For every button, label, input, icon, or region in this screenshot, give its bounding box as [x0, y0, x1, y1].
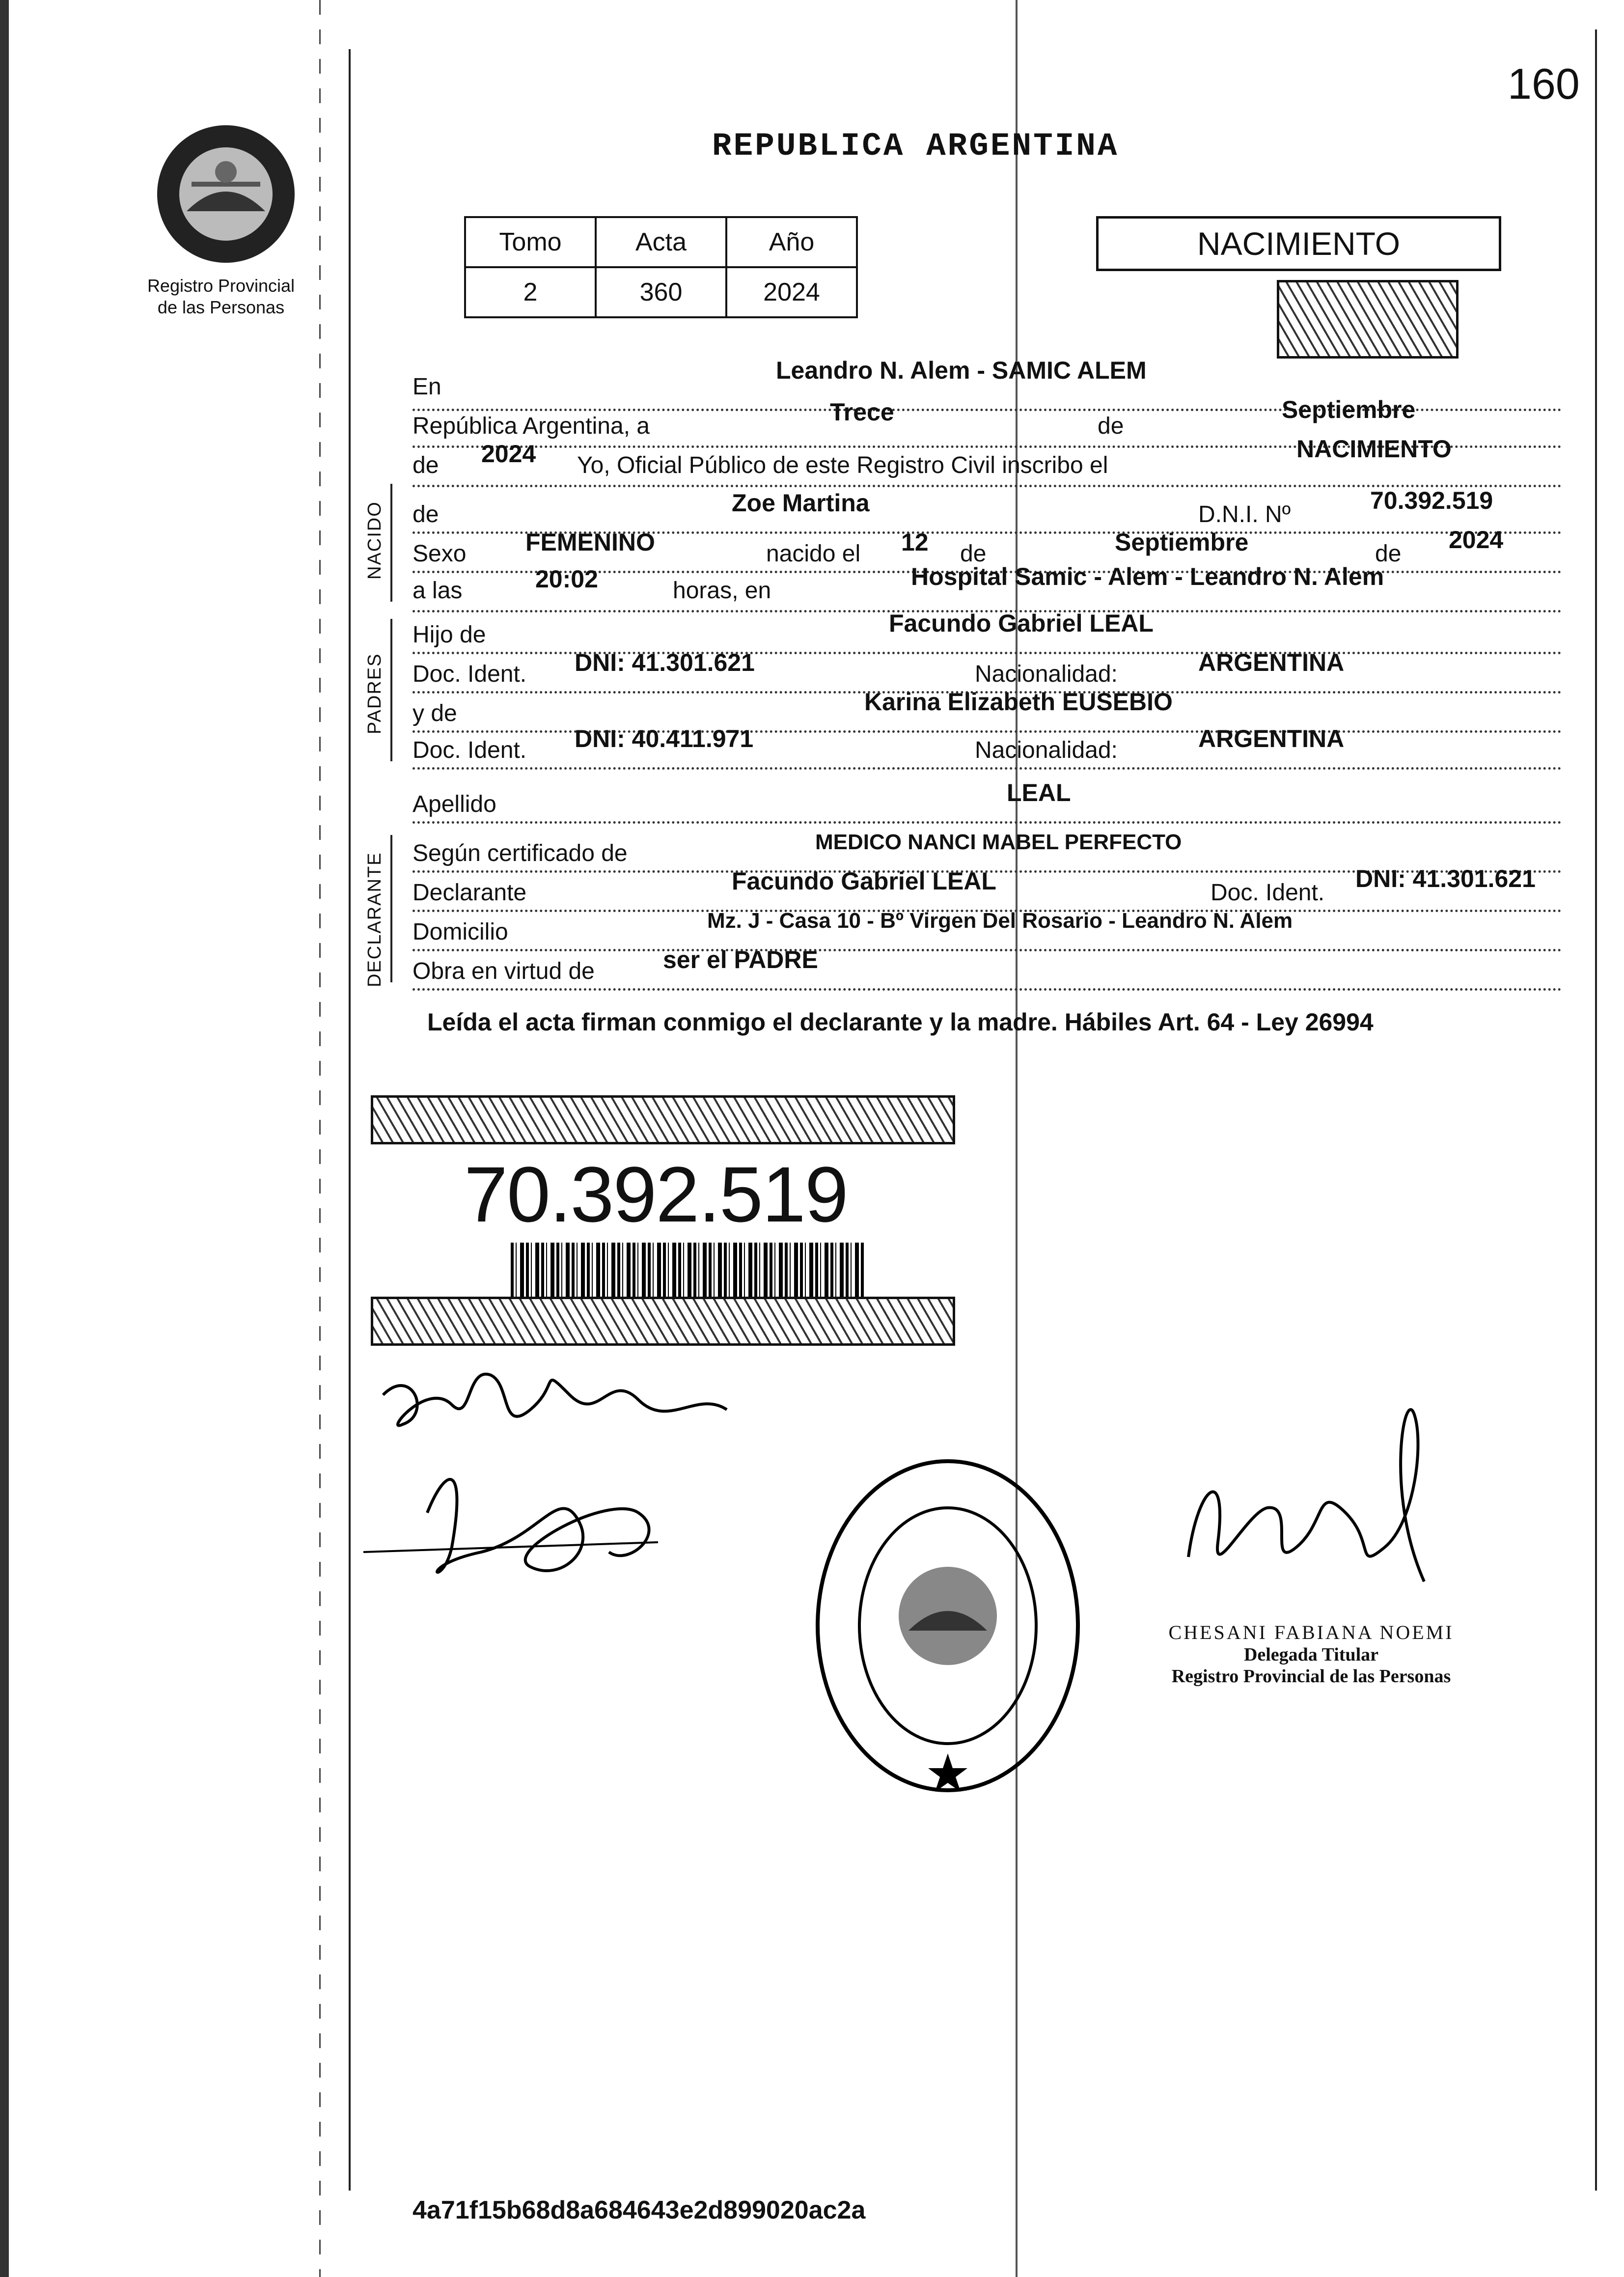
official-seal [810, 1454, 1085, 1798]
official-role: Delegada Titular [1243, 1644, 1379, 1665]
perforation-line [319, 0, 321, 2277]
father-doc-value: DNI: 41.301.621 [575, 649, 755, 676]
record-type-box: NACIMIENTO [1096, 216, 1501, 271]
birth-day-value: 12 [901, 528, 929, 556]
declarante-label: Declarante [413, 880, 527, 906]
record-table [464, 216, 858, 318]
declarante-doc-value: DNI: 41.301.621 [1355, 865, 1536, 892]
certificado-label: Según certificado de [413, 840, 628, 866]
birth-year-value: 2024 [1449, 526, 1504, 554]
official-office: Registro Provincial de las Personas [1171, 1666, 1451, 1687]
logo-caption [133, 275, 309, 318]
nacido-section-label: NACIDO [364, 501, 385, 580]
mother-name-value: Karina Elizabeth EUSEBIO [864, 688, 1173, 716]
year-prefix: de [413, 452, 439, 478]
father-nac-label: Nacionalidad: [975, 661, 1118, 687]
birth-place-value: Hospital Samic - Alem - Leandro N. Alem [911, 563, 1384, 590]
certificado-value: MEDICO NANCI MABEL PERFECTO [815, 830, 1182, 854]
closing-note: Leída el acta firman conmigo el declarante y la madre. Hábiles Art. 64 - Ley 26994 [427, 1008, 1374, 1036]
en-label: En [413, 374, 441, 400]
province-logo [152, 113, 300, 275]
dni-label: D.N.I. Nº [1198, 501, 1291, 528]
declarante-section-label: DECLARANTE [364, 852, 385, 987]
mother-doc-label: Doc. Ident. [413, 737, 527, 763]
mother-doc-value: DNI: 40.411.971 [575, 725, 754, 752]
registry-seal-icon [810, 1454, 1085, 1798]
dni-value: 70.392.519 [1370, 487, 1493, 514]
apellido-label: Apellido [413, 791, 496, 817]
obra-label: Obra en virtud de [413, 958, 595, 984]
mother-nac-label: Nacionalidad: [975, 737, 1118, 763]
signature-official [1169, 1385, 1463, 1611]
obra-value: ser el PADRE [663, 946, 818, 973]
header-tomo: Tomo [465, 217, 596, 267]
inscribo-value: NACIMIENTO [1296, 435, 1452, 463]
republica-label: República Argentina, a [413, 413, 650, 439]
nacido-el-label: nacido el [766, 541, 861, 567]
document-hash: 4a71f15b68d8a684643e2d899020ac2a [413, 2196, 866, 2224]
value-acta: 360 [596, 267, 726, 317]
mother-nac-value: ARGENTINA [1198, 725, 1345, 752]
hijo-label: Hijo de [413, 622, 486, 648]
day-value: Trece [830, 398, 894, 426]
margin-line-right [1595, 29, 1597, 2191]
en-value: Leandro N. Alem - SAMIC ALEM [776, 357, 1147, 384]
header-acta: Acta [596, 217, 726, 267]
margin-line-left [349, 49, 351, 2191]
signature-declarant [354, 1336, 796, 1611]
page-title: REPUBLICA ARGENTINA [712, 128, 1119, 165]
domicilio-label: Domicilio [413, 919, 508, 945]
year-value: 2024 [481, 440, 536, 468]
header-anio: Año [726, 217, 857, 267]
value-tomo: 2 [465, 267, 596, 317]
birth-de-label: de [960, 541, 987, 567]
dni-barcode [511, 1243, 864, 1297]
dni-top-pattern [371, 1095, 955, 1144]
father-doc-label: Doc. Ident. [413, 661, 527, 687]
binding-edge [0, 0, 9, 2277]
province-seal-icon [152, 113, 300, 275]
horas-label: horas, en [673, 578, 771, 604]
father-nac-value: ARGENTINA [1198, 649, 1345, 676]
row-apellido [413, 791, 1562, 824]
logo-caption-line1: Registro Provincial [147, 276, 295, 296]
month-value: Septiembre [1282, 396, 1416, 423]
page-number: 160 [1508, 59, 1580, 108]
sexo-label: Sexo [413, 541, 467, 567]
birth-de-label-2: de [1375, 541, 1402, 567]
de-label: de [1098, 413, 1124, 439]
declarante-bracket [390, 835, 392, 982]
declarante-value: Facundo Gabriel LEAL [732, 867, 996, 895]
nacido-bracket [390, 484, 392, 602]
official-stamp [1139, 1621, 1483, 1687]
child-name-value: Zoe Martina [732, 489, 870, 517]
value-anio: 2024 [726, 267, 857, 317]
fold-line [1016, 0, 1018, 2277]
sexo-value: FEMENINO [525, 528, 655, 556]
time-value: 20:02 [535, 565, 598, 593]
official-name: CHESANI FABIANA NOEMI [1168, 1621, 1454, 1643]
apellido-value: LEAL [1007, 779, 1071, 806]
declarante-doc-label: Doc. Ident. [1211, 880, 1325, 906]
inscribo-label: Yo, Oficial Público de este Registro Civil inscribo el [577, 452, 1108, 478]
domicilio-value: Mz. J - Casa 10 - Bº Virgen Del Rosario - Leandro N. Alem [707, 909, 1293, 933]
birth-month-value: Septiembre [1115, 528, 1249, 556]
father-name-value: Facundo Gabriel LEAL [889, 610, 1154, 637]
nombre-de-label: de [413, 501, 439, 528]
security-pattern [1277, 280, 1459, 359]
padres-bracket [390, 619, 392, 761]
logo-caption-line2: de las Personas [157, 297, 285, 317]
dni-big-number: 70.392.519 [464, 1150, 848, 1238]
a-las-label: a las [413, 578, 463, 604]
y-de-label: y de [413, 700, 457, 726]
padres-section-label: PADRES [364, 653, 385, 734]
